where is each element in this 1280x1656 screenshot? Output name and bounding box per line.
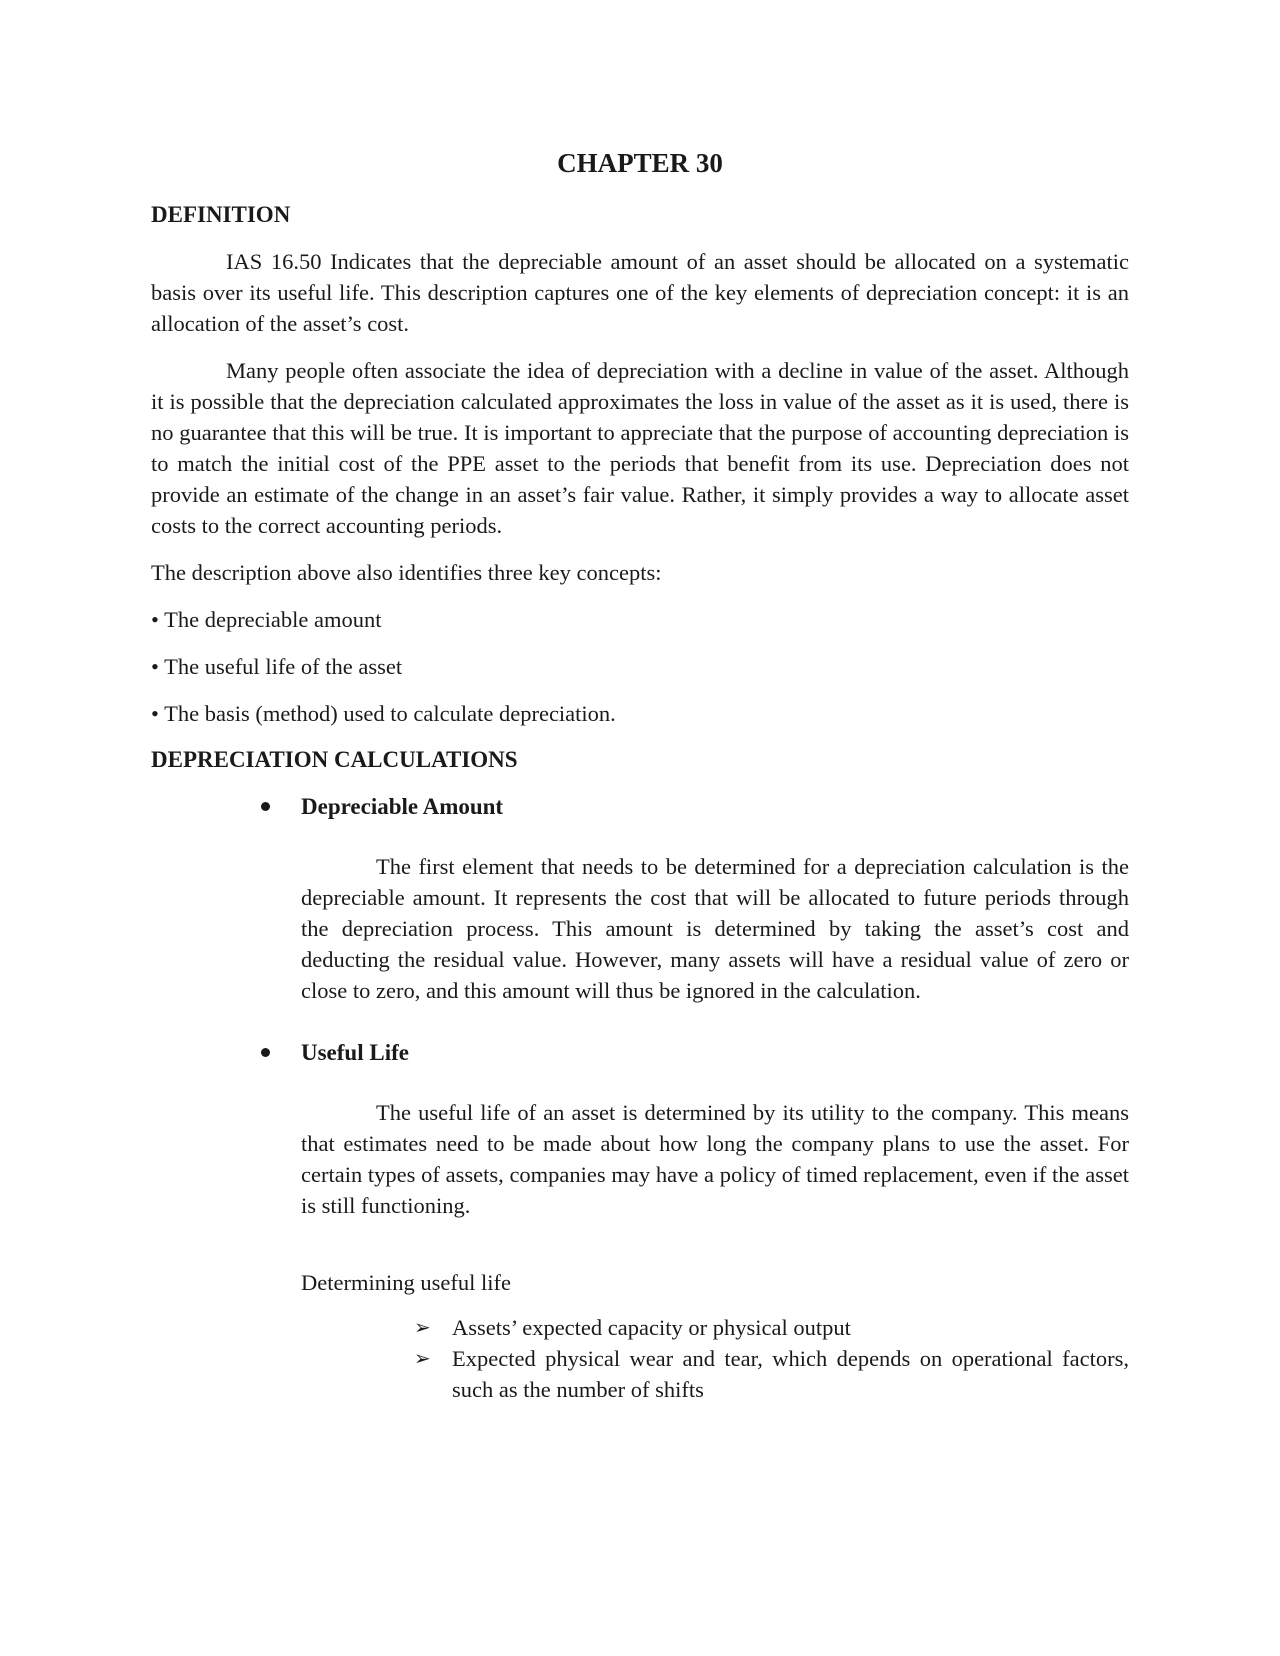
arrow-bullet-icon: ➢ (414, 1346, 431, 1370)
list-item (414, 1312, 1129, 1343)
chapter-title: CHAPTER 30 (557, 148, 723, 178)
definition-heading: DEFINITION (151, 202, 291, 227)
list-item (414, 1343, 1129, 1405)
list-item-text: Assets’ expected capacity or physical output (452, 1315, 851, 1340)
determining-list (414, 1312, 1129, 1405)
subsection-body: The first element that needs to be determined for a depreciation calculation is the depreciable amount. It represents the cost that will be allocated to future periods through the depreciation process. This amount is determined by taking the asset’s cost and deducting the residual value. However, many assets will have a residual value of zero or close to zero, and this amount will thus be ignored in the calculation. (301, 854, 1129, 1003)
concept-item: • The basis (method) used to calculate depreciation. (151, 701, 616, 726)
list-item (151, 1037, 1129, 1221)
bullet-icon (261, 802, 270, 811)
list-item (151, 791, 1129, 1006)
definition-paragraph: Many people often associate the idea of depreciation with a decline in value of the asset. Although it is possible that the depreciation calculated approximates the loss in value of the asset as it is used, there is no guarantee that this will be true. It is important to appreciate that the purpose of accounting depreciation is to match the initial cost of the PPE asset to the periods that benefit from its use. Depreciation does not provide an estimate of the change in an asset’s fair value. Rather, it simply provides a way to allocate asset costs to the correct accounting periods. (151, 358, 1129, 538)
definition-paragraph: IAS 16.50 Indicates that the depreciable amount of an asset should be allocated on a systematic basis over its useful life. This description captures one of the key elements of depreciation concept: it is an allocation of the asset’s cost. (151, 249, 1129, 336)
arrow-bullet-icon: ➢ (414, 1315, 431, 1339)
concept-item: • The depreciable amount (151, 607, 382, 632)
calculations-heading: DEPRECIATION CALCULATIONS (151, 747, 518, 772)
calculations-list (151, 791, 1129, 1221)
document-page (151, 146, 1129, 1405)
bullet-icon (261, 1048, 270, 1057)
subsection-title: Depreciable Amount (301, 794, 504, 819)
subsection-body: The useful life of an asset is determined by its utility to the company. This means that estimates need to be made about how long the company plans to use the asset. For certain types of assets, companies may have a policy of timed replacement, even if the asset is still functioning. (301, 1100, 1129, 1218)
list-item-text: Expected physical wear and tear, which depends on operational factors, such as the number of shifts (452, 1346, 1129, 1402)
concepts-intro: The description above also identifies three key concepts: (151, 560, 662, 585)
subsection-title: Useful Life (301, 1040, 409, 1065)
concept-item: • The useful life of the asset (151, 654, 403, 679)
determining-label: Determining useful life (301, 1270, 511, 1295)
